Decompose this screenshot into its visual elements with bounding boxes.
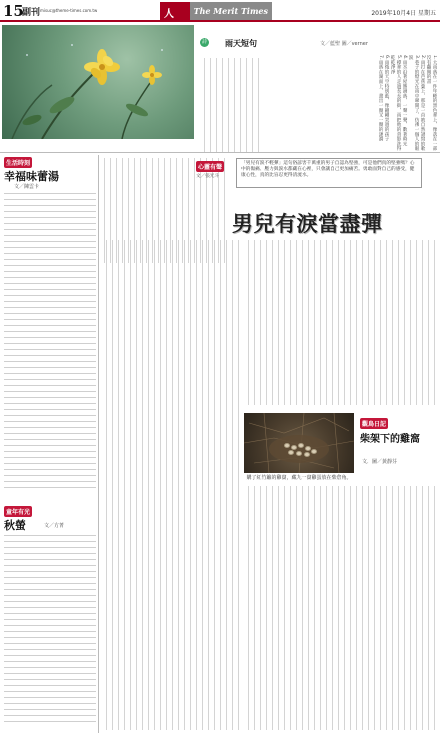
left-article-1-tag: 生活時刻: [4, 157, 32, 168]
main-article-tag: 心靈有聲: [196, 161, 224, 172]
nest-photo: [244, 413, 354, 473]
egg: [284, 443, 290, 448]
left-article-1-byline: 文／陳雲卡: [14, 184, 40, 190]
issue-date: 2019年10月4日 星期五: [371, 10, 436, 17]
main-article-body-lower-left: [102, 240, 242, 730]
poem-2: 2.雨打在芭蕉葉上，那是一首被自然譜寫的歌: [420, 55, 425, 151]
right-article-byline: 文．圖／黃靜芬: [362, 459, 398, 465]
left-article-2-tag: 童年有光: [4, 506, 32, 517]
left-article-2-tag-wrap: [4, 506, 32, 517]
egg: [296, 451, 302, 456]
divider: [0, 152, 440, 153]
egg: [298, 443, 304, 448]
egg: [288, 450, 294, 455]
contact-email[interactable]: misuc@theme-times.com.tw: [40, 8, 98, 13]
page-number: 15: [3, 2, 24, 20]
top-column-byline: 文／藍聖 圖／verner: [320, 41, 368, 47]
right-article-tag-wrap: [360, 418, 388, 429]
flower-photo: [2, 25, 194, 139]
main-article-pull-quote: 「男兒有淚不輕彈」這句俗諺害千萬重的男子自認為堅強，可是他們真的堅強嗎？心中的傷痛、壓力與淚水都藏在心裡，只會讓自己更加痛苦。勇敢面對自己的感受，健康心性，真的比盲忍更得清流水。: [236, 158, 422, 188]
section-name: 副刊: [22, 8, 41, 18]
poem-7: 7.雨落在湖面上，畫出一圈又一圈的漣漪: [378, 55, 383, 142]
logo-english: The Merit Times: [190, 2, 272, 20]
top-column-heading: [200, 28, 300, 48]
top-column-text-block: [200, 58, 262, 153]
poem-1: 1.大雨落在一件年輕的黑色傘上，像落在一部沒有翻開的書: [426, 55, 437, 151]
top-column-poems: [265, 55, 437, 153]
masthead: [0, 0, 440, 22]
right-article-title: 柴架下的雞窩: [360, 434, 420, 445]
egg: [304, 452, 310, 457]
logo-chinese: 人: [160, 2, 190, 20]
left-article-1-title: 幸福味蕾湯: [4, 170, 59, 183]
main-article-byline: 文／張光斗: [196, 174, 219, 179]
main-article-headline: 男兒有淚當盡彈: [232, 212, 383, 236]
left-article-1-body: [4, 193, 96, 501]
poem-4: 4.雨水沿著屋簷滴落，一聲一聲，數著時光: [402, 55, 407, 147]
nest-photo-caption: 購了紅竹籬的雞窩，藏九一窩雞蛋放在柴倉角。: [246, 475, 352, 481]
column-dot-icon: 詩: [201, 39, 207, 45]
poem-3: 3.巷子的燈光在雨中暈開了，彷彿一個人的眼淚: [408, 55, 419, 151]
right-article-tag: 觀鳥日記: [360, 418, 388, 429]
poem-5: 5.撐傘的人走過長長的街，雨把他的背影洗得乾乾淨淨: [390, 55, 401, 151]
left-article-2-byline: 文／方菁: [44, 523, 65, 529]
top-column-title: 雨天短句: [225, 38, 257, 48]
right-article-body: [244, 486, 438, 730]
left-article-2-title: 秋螢: [4, 519, 26, 532]
poem-6: 6.雨後的天空特別藍，像剛剛哭過的孩子: [384, 55, 389, 142]
left-article-1-tag-wrap: [4, 157, 32, 168]
left-article-2-body: [4, 535, 96, 731]
flower-illustration: [2, 25, 194, 139]
egg: [311, 449, 317, 454]
main-article-tag-wrap: [196, 161, 224, 172]
main-article-body-right: [244, 240, 438, 405]
column-divider: [98, 155, 99, 733]
newspaper-logo: [160, 2, 272, 20]
